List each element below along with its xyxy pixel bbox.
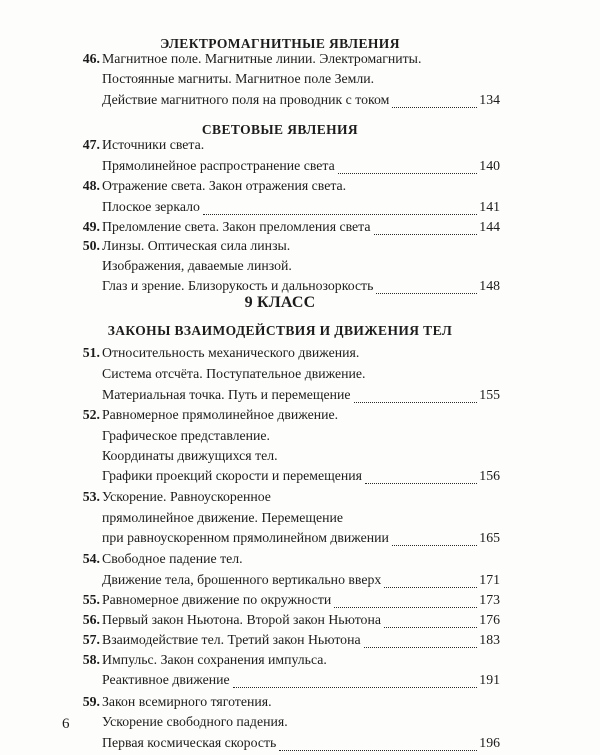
toc-entry-number: 51.: [82, 345, 100, 360]
dot-leader: [279, 750, 477, 751]
toc-entry-title: Реактивное движение: [102, 672, 230, 687]
toc-entry-page: 144: [479, 219, 500, 234]
toc-entry-title: Ускорение свободного падения.: [102, 714, 288, 729]
toc-entry-number: 46.: [82, 51, 100, 66]
toc-entry-number: 55.: [82, 592, 100, 607]
toc-entry-number: 53.: [82, 489, 100, 504]
toc-entry-title: Материальная точка. Путь и перемещение: [102, 387, 351, 402]
toc-entry-title: Глаз и зрение. Близорукость и дальнозоркость: [102, 278, 374, 293]
dot-leader: [384, 587, 477, 588]
toc-entry: [82, 178, 500, 198]
toc-entry: [102, 448, 500, 468]
toc-entry-title: Движение тела, брошенного вертикально вверх: [102, 572, 382, 587]
toc-entry-number: 54.: [82, 551, 100, 566]
toc-entry-page: 173: [479, 592, 500, 607]
toc-entry-page: 165: [479, 530, 500, 545]
section-heading-laws: ЗАКОНЫ ВЗАИМОДЕЙСТВИЯ И ДВИЖЕНИЯ ТЕЛ: [107, 323, 453, 338]
toc-entry-number: 49.: [82, 219, 100, 234]
dot-leader: [376, 293, 477, 294]
toc-entry: [82, 137, 500, 157]
toc-entry: [102, 672, 500, 692]
toc-entry-page: 134: [479, 92, 500, 107]
dot-leader: [392, 107, 477, 108]
toc-entry: [102, 71, 500, 91]
dot-leader: [203, 214, 477, 215]
toc-entry: [102, 714, 500, 734]
toc-entry: [102, 366, 500, 386]
toc-entry-title: Источники света.: [102, 137, 205, 152]
toc-entry: [82, 612, 500, 632]
toc-entry-page: 140: [479, 158, 500, 173]
toc-entry-number: 48.: [82, 178, 100, 193]
toc-entry-title: Прямолинейное распространение света: [102, 158, 335, 173]
toc-entry: [102, 530, 500, 550]
toc-entry: [102, 572, 500, 592]
toc-entry: [82, 592, 500, 612]
toc-entry-title: Импульс. Закон сохранения импульса.: [102, 652, 327, 667]
toc-entry-page: 196: [479, 735, 500, 750]
toc-entry-title: Изображения, даваемые линзой.: [102, 258, 292, 273]
toc-entry-title: Координаты движущихся тел.: [102, 448, 278, 463]
toc-entry-title: Равномерное движение по окружности: [102, 592, 332, 607]
toc-entry-page: 141: [479, 199, 500, 214]
toc-entry-title: Первый закон Ньютона. Второй закон Ньютона: [102, 612, 381, 627]
toc-entry-title: Закон всемирного тяготения.: [102, 694, 272, 709]
toc-entry: [102, 735, 500, 755]
toc-entry-number: 47.: [82, 137, 100, 152]
dot-leader: [392, 545, 477, 546]
section-heading-electromagnetic: ЭЛЕКТРОМАГНИТНЫЕ ЯВЛЕНИЯ: [160, 36, 400, 51]
toc-entry-title: Постоянные магниты. Магнитное поле Земли.: [102, 71, 375, 86]
toc-entry: [102, 387, 500, 407]
toc-entry: [102, 92, 500, 112]
toc-entry-page: 156: [479, 468, 500, 483]
dot-leader: [365, 483, 477, 484]
toc-entry: [102, 468, 500, 488]
toc-entry-number: 52.: [82, 407, 100, 422]
toc-entry-title: Взаимодействие тел. Третий закон Ньютона: [102, 632, 361, 647]
toc-entry-page: 148: [479, 278, 500, 293]
toc-entry: [102, 510, 500, 530]
toc-entry-title: Магнитное поле. Магнитные линии. Электромагниты.: [102, 51, 422, 66]
toc-entry: [82, 407, 500, 427]
toc-entry: [102, 278, 500, 298]
dot-leader: [334, 607, 477, 608]
dot-leader: [354, 402, 478, 403]
toc-entry-title: Линзы. Оптическая сила линзы.: [102, 238, 291, 253]
toc-entry-page: 183: [479, 632, 500, 647]
toc-entry-title: Графическое представление.: [102, 428, 270, 443]
toc-entry: [82, 345, 500, 365]
dot-leader: [384, 627, 477, 628]
dot-leader: [374, 234, 478, 235]
toc-entry-title: при равноускоренном прямолинейном движении: [102, 530, 389, 545]
toc-entry: [82, 489, 500, 509]
toc-entry-number: 57.: [82, 632, 100, 647]
dot-leader: [233, 687, 478, 688]
toc-entry-page: 155: [479, 387, 500, 402]
toc-entry-title: прямолинейное движение. Перемещение: [102, 510, 344, 525]
toc-entry-title: Плоское зеркало: [102, 199, 200, 214]
grade-heading: 9 КЛАСС: [244, 294, 316, 311]
toc-entry-title: Графики проекций скорости и перемещения: [102, 468, 362, 483]
page-number: 6: [62, 716, 70, 732]
toc-entry-title: Равномерное прямолинейное движение.: [102, 407, 339, 422]
toc-entry: [102, 428, 500, 448]
toc-entry: [102, 258, 500, 278]
dot-leader: [338, 173, 478, 174]
toc-entry-title: Относительность механического движения.: [102, 345, 360, 360]
toc-entry-title: Действие магнитного поля на проводник с током: [102, 92, 390, 107]
toc-entry: [82, 51, 500, 71]
toc-entry: [82, 238, 500, 258]
toc-entry-title: Преломление света. Закон преломления света: [102, 219, 371, 234]
toc-entry-number: 59.: [82, 694, 100, 709]
toc-entry-title: Первая космическая скорость: [102, 735, 277, 750]
toc-entry-title: Ускорение. Равноускоренное: [102, 489, 271, 504]
toc-entry-title: Система отсчёта. Поступательное движение.: [102, 366, 366, 381]
toc-entry: [82, 694, 500, 714]
toc-entry: [102, 158, 500, 178]
toc-entry: [102, 199, 500, 219]
toc-entry: [82, 652, 500, 672]
toc-entry: [82, 551, 500, 571]
toc-entry-page: 176: [479, 612, 500, 627]
dot-leader: [364, 647, 478, 648]
toc-entry-number: 58.: [82, 652, 100, 667]
toc-entry-title: Свободное падение тел.: [102, 551, 243, 566]
toc-entry-page: 171: [479, 572, 500, 587]
section-heading-light: СВЕТОВЫЕ ЯВЛЕНИЯ: [201, 122, 359, 137]
toc-entry-title: Отражение света. Закон отражения света.: [102, 178, 347, 193]
toc-entry-number: 50.: [82, 238, 100, 253]
toc-entry-number: 56.: [82, 612, 100, 627]
toc-entry-page: 191: [479, 672, 500, 687]
toc-entry: [82, 632, 500, 652]
toc-entry: [82, 219, 500, 239]
